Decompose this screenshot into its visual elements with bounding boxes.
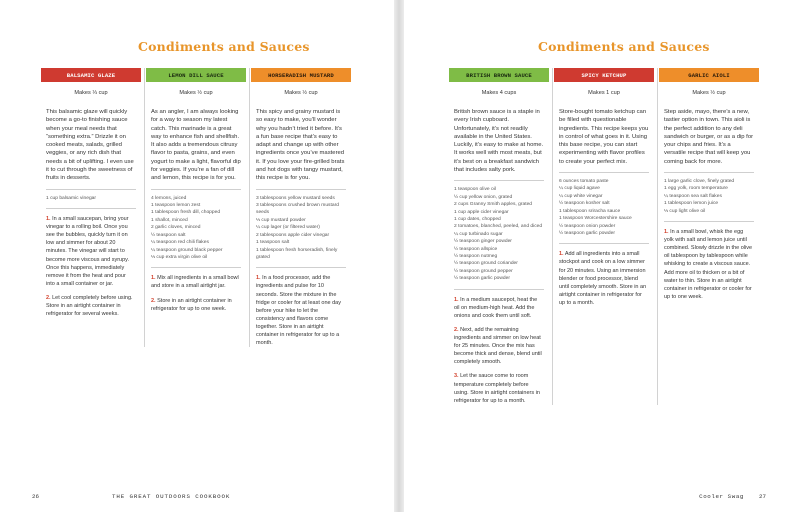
recipe-body bbox=[40, 108, 142, 318]
divider bbox=[256, 267, 346, 268]
recipe-title-banner: GARLIC AIOLI bbox=[659, 68, 759, 82]
ingredient-item: 1 shallot, minced bbox=[151, 217, 188, 223]
recipe-columns bbox=[448, 68, 760, 405]
step-text: In a small bowl, whisk the egg yolk with salt and lemon juice until combined. Slowly drizzle in the olive oil tablespoon by tablespoon while whisking to create a viscous sauce. Add more oil to thicken or a bit of water to thin. Store in an airtight container in refrigerator or cooler for up to one week. bbox=[664, 229, 753, 300]
ingredient-item: 1 teaspoon salt bbox=[256, 240, 290, 246]
ingredient-item: 3 tablespoons crushed brown mustard seeds bbox=[256, 203, 339, 216]
recipe-description: Store-bought tomato ketchup can be filled with questionable ingredients. This recipe keeps you in control of what goes in it. Using this base recipe, you can start experimenting with flavor profiles to create your perfect mix. bbox=[559, 109, 649, 165]
ingredient-item: 2 tomatoes, blanched, peeled, and diced bbox=[454, 224, 543, 230]
ingredient-item: 2 tablespoons apple cider vinegar bbox=[256, 232, 330, 238]
page-number: 27 bbox=[759, 493, 766, 500]
recipe-yield: Makes ½ cup bbox=[179, 90, 213, 96]
page-heading: Condiments and Sauces bbox=[138, 39, 310, 54]
divider bbox=[664, 172, 754, 173]
ingredient-item: ¼ cup white vinegar bbox=[559, 193, 603, 199]
recipe-description: This balsamic glaze will quickly become a go-to finishing sauce when your meal needs that “something extra.” Drizzle it on cooked meats, salads, grilled veggies, or any rich dish that needs a bit of uplifting. I even use it to cut through the sweetness of fruits in desserts. bbox=[46, 109, 134, 182]
recipe-description: British brown sauce is a staple in every Irish cupboard. Unfortunately, it’s not readily available in the United States. Luckily, it’s easy to make at home. It works well with most meats, but it’s best on a breakfast sandwich that includes salty pork. bbox=[454, 109, 544, 174]
recipe-title-banner: SPICY KETCHUP bbox=[554, 68, 654, 82]
recipe-body bbox=[448, 108, 550, 405]
ingredient-item: 2 garlic cloves, minced bbox=[151, 225, 201, 231]
instruction-step bbox=[151, 297, 241, 313]
left-page bbox=[0, 0, 394, 512]
ingredient-item: ⅓ cup extra virgin olive oil bbox=[151, 254, 208, 260]
step-text: Let the sauce come to room temperature completely before using. Store in airtight containers in refrigerator for up to a month. bbox=[454, 373, 540, 404]
step-text: Let cool completely before using. Store in an airtight container in refrigerator for several weeks. bbox=[46, 294, 133, 318]
ingredient-item: 3 tablespoons yellow mustard seeds bbox=[256, 195, 335, 201]
step-number: 2. bbox=[46, 294, 51, 301]
recipe-yield: Makes ½ cup bbox=[692, 90, 726, 96]
page-number: 26 bbox=[32, 493, 39, 500]
recipe-description: This spicy and grainy mustard is so easy to make, you’ll wonder why you hadn’t tried it before. It’s a fun base recipe that’s easy to adapt and change up with other ingredients once you’ve mastered it. If you love your fire-grilled brats and hot dogs with tangy mustard, this recipe is for you. bbox=[256, 109, 345, 182]
ingredient-list bbox=[46, 195, 136, 202]
step-number: 3. bbox=[454, 373, 459, 380]
divider bbox=[46, 208, 136, 209]
recipe-column bbox=[657, 68, 760, 405]
step-text: Store in an airtight container in refrigerator for up to one week. bbox=[151, 297, 232, 312]
ingredient-item: ½ teaspoon ground coriander bbox=[454, 261, 518, 267]
ingredient-item: ¼ teaspoon ground black pepper bbox=[151, 247, 223, 253]
ingredient-item: ½ cup yellow onion, grated bbox=[454, 194, 513, 200]
instruction-step bbox=[151, 274, 241, 290]
recipe-column bbox=[448, 68, 550, 405]
divider bbox=[559, 172, 649, 173]
recipe-description: As an angler, I am always looking for a way to season my latest catch. This marinade is a great way to enhance fish and shellfish. It also adds a tremendous citrusy flavor to pasta, grains, and even yogurt to make a light, flavorful dip for veggies. If you’re a fan of dill and lemon, this recipe is for you. bbox=[151, 109, 241, 182]
recipe-body bbox=[553, 108, 655, 307]
ingredient-item: 1 teaspoon olive oil bbox=[454, 187, 496, 193]
instruction-step bbox=[454, 326, 544, 366]
recipe-body bbox=[658, 108, 760, 301]
step-text: Add all ingredients into a small stockpot and cook on a low simmer for 20 minutes. Using an immersion blender or food processor, blend until completely smooth. Store in an airtight container in refrigerator for up to a month. bbox=[559, 251, 647, 306]
ingredient-item: 1 large garlic clove, finely grated bbox=[664, 179, 735, 185]
ingredient-item: ¼ cup turbinado sugar bbox=[454, 231, 503, 237]
ingredient-item: ½ teaspoon nutmeg bbox=[454, 254, 498, 260]
step-number: 2. bbox=[151, 297, 156, 304]
ingredient-list bbox=[454, 186, 544, 282]
ingredient-item: ¼ teaspoon red chili flakes bbox=[151, 240, 209, 246]
ingredient-item: 1 egg yolk, room temperature bbox=[664, 186, 728, 192]
step-number: 1. bbox=[46, 216, 51, 223]
ingredient-item: ¼ teaspoon sea salt flakes bbox=[664, 193, 722, 199]
step-number: 1. bbox=[151, 275, 156, 282]
ingredient-item: 1 cup balsamic vinegar bbox=[46, 195, 97, 201]
ingredient-list bbox=[559, 178, 649, 237]
ingredient-item: ½ teaspoon onion powder bbox=[559, 223, 616, 229]
recipe-title-banner: LEMON DILL SAUCE bbox=[146, 68, 246, 82]
running-title: THE GREAT OUTDOORS COOKBOOK bbox=[112, 493, 231, 500]
step-number: 2. bbox=[454, 326, 459, 333]
recipe-column bbox=[40, 68, 142, 347]
recipe-yield: Makes 4 cups bbox=[481, 90, 517, 96]
ingredient-item: 1 tablespoon fresh dill, chopped bbox=[151, 210, 221, 216]
step-text: In a medium saucepot, heat the oil on medium-high heat. Add the onions and cook them until soft. bbox=[454, 296, 538, 319]
divider bbox=[454, 180, 544, 181]
page-heading: Condiments and Sauces bbox=[538, 39, 710, 54]
instruction-step bbox=[664, 228, 754, 301]
divider bbox=[151, 267, 241, 268]
ingredient-item: ½ teaspoon salt bbox=[151, 232, 186, 238]
ingredient-item: ¼ cup lager (or filtered water) bbox=[256, 225, 320, 231]
step-number: 1. bbox=[454, 296, 459, 303]
ingredient-item: 1 tablespoon lemon juice bbox=[664, 201, 719, 207]
recipe-yield: Makes ⅓ cup bbox=[74, 90, 108, 96]
recipe-yield: Makes 1 cup bbox=[588, 90, 620, 96]
ingredient-item: ½ teaspoon ginger powder bbox=[454, 239, 512, 245]
recipe-body bbox=[145, 108, 247, 313]
ingredient-item: 6 ounces tomato paste bbox=[559, 179, 609, 185]
ingredient-item: 1 teaspoon Worcestershire sauce bbox=[559, 216, 632, 222]
divider bbox=[559, 243, 649, 244]
ingredient-item: 1 teaspoon lemon zest bbox=[151, 203, 201, 209]
recipe-column bbox=[552, 68, 655, 405]
step-text: In a food processor, add the ingredients and pulse for 10 seconds. Store the mixture in the fridge or cooler for at least one day before your hike to let the consistency and flavors come together. Store in an airtight container in refrigerator for up to a month. bbox=[256, 275, 341, 347]
instruction-step bbox=[46, 294, 136, 318]
recipe-body bbox=[250, 108, 352, 347]
ingredient-item: 4 lemons, juiced bbox=[151, 195, 187, 201]
book-gutter bbox=[394, 0, 404, 512]
ingredient-item: 1 cup apple cider vinegar bbox=[454, 209, 509, 215]
recipe-column bbox=[249, 68, 352, 347]
ingredient-item: ½ teaspoon allspice bbox=[454, 246, 498, 252]
instruction-step bbox=[46, 215, 136, 288]
ingredient-item: 1 tablespoon sriracha sauce bbox=[559, 208, 621, 214]
ingredient-item: 1 tablespoon fresh horseradish, finely grated bbox=[256, 247, 338, 260]
ingredient-item: ½ teaspoon garlic powder bbox=[559, 230, 616, 236]
recipe-column bbox=[144, 68, 247, 347]
step-number: 1. bbox=[559, 251, 564, 258]
running-title: Cooler Swag bbox=[699, 493, 744, 500]
step-number: 1. bbox=[256, 275, 261, 282]
divider bbox=[46, 189, 136, 190]
step-text: Mix all ingredients in a small bowl and store in a small airtight jar. bbox=[151, 275, 239, 290]
ingredient-item: ½ teaspoon garlic powder bbox=[454, 276, 511, 282]
right-page bbox=[404, 0, 800, 512]
step-number: 1. bbox=[664, 229, 669, 236]
ingredient-item: ¼ cup liquid agave bbox=[559, 186, 600, 192]
recipe-yield: Makes ½ cup bbox=[284, 90, 318, 96]
recipe-title-banner: BALSAMIC GLAZE bbox=[41, 68, 141, 82]
divider bbox=[151, 189, 241, 190]
instruction-step bbox=[256, 274, 346, 347]
recipe-title-banner: HORSERADISH MUSTARD bbox=[251, 68, 351, 82]
instruction-step bbox=[454, 296, 544, 320]
ingredient-list bbox=[151, 195, 241, 262]
divider bbox=[664, 221, 754, 222]
ingredient-item: ⅓ cup mustard powder bbox=[256, 217, 306, 223]
instruction-step bbox=[559, 250, 649, 307]
divider bbox=[256, 189, 346, 190]
ingredient-list bbox=[664, 178, 754, 215]
recipe-title-banner: BRITISH BROWN SAUCE bbox=[449, 68, 549, 82]
ingredient-item: ⅓ cup light olive oil bbox=[664, 208, 706, 214]
ingredient-item: 1 cup dates, chopped bbox=[454, 217, 501, 222]
instruction-step bbox=[454, 372, 544, 404]
ingredient-list bbox=[256, 195, 346, 262]
ingredient-item: ½ teaspoon ground pepper bbox=[454, 268, 513, 274]
divider bbox=[454, 289, 544, 290]
recipe-columns bbox=[40, 68, 352, 347]
ingredient-item: 2 cups Granny Smith apples, grated bbox=[454, 202, 533, 208]
recipe-description: Step aside, mayo, there’s a new, tastier option in town. This aioli is the perfect addition to any deli sandwich or burger, or as a dip for your chips and fries. It’s a versatile recipe that will keep you coming back for more. bbox=[664, 109, 754, 165]
step-text: In a small saucepan, bring your vinegar to a rolling boil. Once you see the bubbles, quickly turn it on low and simmer for about 20 minutes. The vinegar will start to become more viscous and syrupy. Once this happens, immediately remove it from the heat and pour into a small container or jar. bbox=[46, 216, 130, 287]
step-text: Next, add the remaining ingredients and simmer on low heat for 25 minutes. Once the mix has become thick and dense, blend until completely smooth. bbox=[454, 326, 542, 366]
ingredient-item: ½ teaspoon kosher salt bbox=[559, 201, 610, 207]
